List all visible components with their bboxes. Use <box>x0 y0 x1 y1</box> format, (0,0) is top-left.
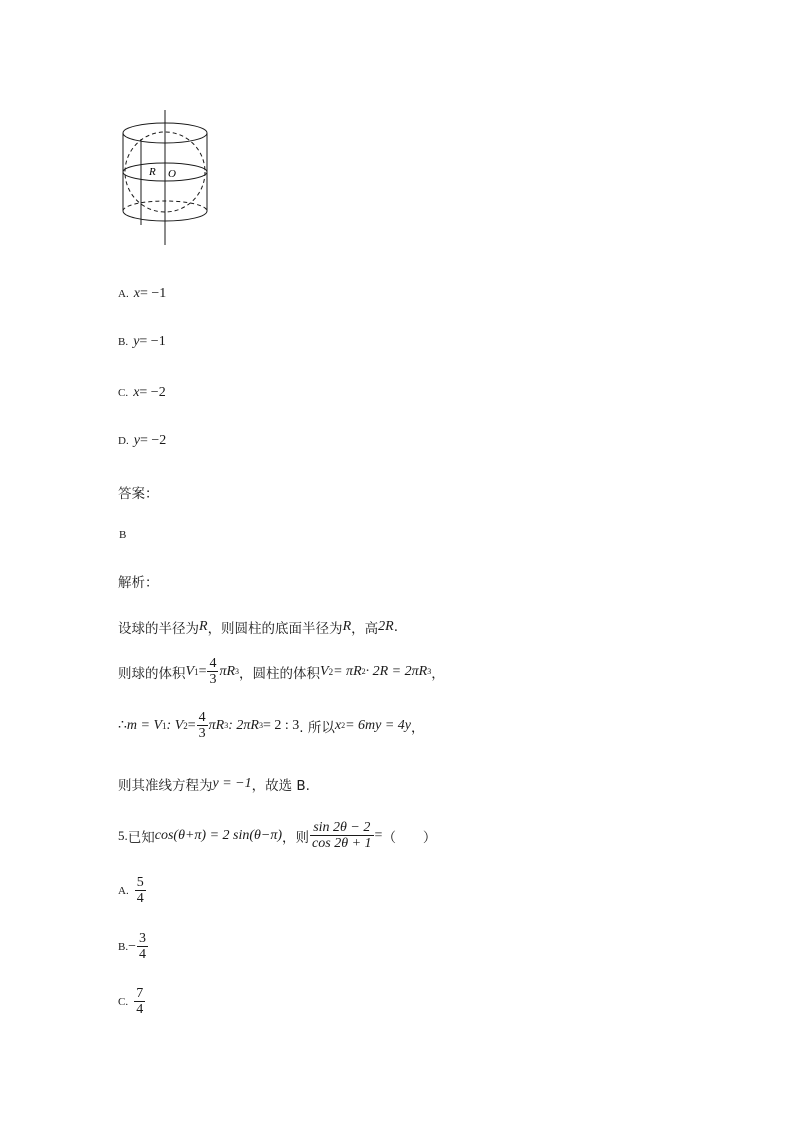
q5-option-a-fraction <box>135 875 146 906</box>
q5-fraction <box>310 820 374 851</box>
line2-cube-2: 3 <box>427 667 432 676</box>
option-d-var: y <box>133 432 141 448</box>
analysis-line-1 <box>118 617 398 637</box>
q5-option-b-letter: B. <box>118 940 129 953</box>
option-d-letter: D. <box>118 434 129 447</box>
analysis-label: 解析： <box>118 575 159 591</box>
line1-text-2: ，则圆柱的底面半径为 <box>207 621 343 637</box>
option-b-var: y <box>133 333 140 349</box>
label-o: O <box>168 168 176 180</box>
q5-option-a-num: 5 <box>136 875 144 890</box>
cylinder-sphere-figure <box>110 105 225 250</box>
line2-text-2: ，圆柱的体积 <box>239 665 321 682</box>
option-b-letter: B. <box>118 335 129 348</box>
line3-fraction <box>197 710 208 741</box>
line3-text-1: . 所以 <box>299 719 335 736</box>
q5-frac-den: cos 2θ + 1 <box>312 836 372 851</box>
line3-mid: : 2πR <box>228 717 259 733</box>
option-c[interactable] <box>118 383 166 402</box>
option-b-value: = −1 <box>139 333 166 349</box>
q5-option-a-den: 4 <box>136 891 144 906</box>
line1-var-r2: R <box>342 619 352 634</box>
q5-option-b-fraction <box>137 931 148 962</box>
q5-text-2: ，则 <box>282 829 310 846</box>
q5-text-1: 已知 <box>127 829 155 846</box>
q5-option-c-den: 4 <box>136 1002 144 1017</box>
line3-sub-2: 2 <box>183 720 188 731</box>
q5-frac-num: sin 2θ − 2 <box>310 820 374 836</box>
line3-cube: 3 <box>224 721 229 730</box>
option-c-letter: C. <box>118 386 129 399</box>
q5-blank: （ ） <box>382 829 437 846</box>
analysis-line-3 <box>118 710 425 741</box>
line3-m-eq: m = V <box>126 717 163 733</box>
line3-parabola: = 6my = 4y <box>345 717 412 733</box>
line2-frac-num: 4 <box>209 656 217 671</box>
label-r: R <box>149 166 156 178</box>
line4-directrix: y = −1 <box>212 776 252 791</box>
option-c-value: = −2 <box>139 384 166 400</box>
line4-text-1: 则其准线方程为 <box>118 778 213 794</box>
analysis-line-4 <box>118 774 310 794</box>
line3-sub-1: 1 <box>162 720 167 731</box>
q5-option-c-letter: C. <box>118 995 129 1008</box>
line3-ratio: = 2 : 3 <box>262 717 300 733</box>
q5-condition: cos(θ+π) = 2 sin(θ−π) <box>154 827 283 843</box>
q5-option-c-num: 7 <box>136 986 144 1001</box>
line3-pi-r: πR <box>208 717 225 733</box>
q5-option-b-den: 4 <box>139 947 146 962</box>
line2-v2: V <box>320 663 329 679</box>
line2-eq: = <box>198 663 207 679</box>
q5-option-b-num: 3 <box>139 931 146 946</box>
line2-v1: V <box>185 663 195 679</box>
line1-var-r: R <box>199 619 208 634</box>
line2-comma: ， <box>431 665 445 682</box>
line2-v2-sub: 2 <box>328 666 334 677</box>
line1-period: . <box>393 619 398 635</box>
option-a[interactable] <box>118 284 166 303</box>
q5-option-a-letter: A. <box>118 884 129 897</box>
q5-option-a[interactable] <box>118 875 147 906</box>
line3-comma: ， <box>411 719 425 736</box>
line2-v1-sub: 1 <box>194 666 199 677</box>
line4-text-2: ，故选 B. <box>251 778 310 794</box>
option-a-var: x <box>133 285 141 301</box>
q5-option-c-fraction <box>134 986 145 1017</box>
therefore-symbol: ∴ <box>118 718 127 733</box>
q5-eq: = <box>374 827 383 843</box>
line2-pi-r: πR <box>219 663 236 679</box>
option-d-value: = −2 <box>140 432 167 448</box>
line3-colon-v: : V <box>166 717 184 733</box>
line2-rest-2: · 2R = 2πR <box>365 663 428 679</box>
option-c-var: x <box>133 384 140 400</box>
q5-option-b-sign: − <box>128 938 136 954</box>
analysis-line-2 <box>118 656 445 687</box>
line2-rest-1: = πR <box>333 663 362 679</box>
line1-text-1: 设球的半径为 <box>118 621 199 637</box>
q5-option-c[interactable] <box>118 986 146 1017</box>
line2-cube: 3 <box>235 667 240 676</box>
line3-cube-2: 3 <box>258 721 263 730</box>
option-d[interactable] <box>118 431 166 450</box>
option-a-letter: A. <box>118 287 129 300</box>
option-a-value: = −1 <box>140 285 167 301</box>
option-b[interactable] <box>118 332 166 351</box>
line3-eq: = <box>187 717 196 733</box>
line3-frac-num: 4 <box>198 710 206 725</box>
line2-frac-den: 3 <box>209 672 217 687</box>
line3-x: x <box>334 717 342 733</box>
answer-value: B <box>119 529 127 541</box>
q5-option-b[interactable] <box>118 931 149 962</box>
answer-label: 答案： <box>118 486 159 502</box>
line2-square: 2 <box>361 667 366 676</box>
q5-number: 5. <box>118 827 128 843</box>
line1-text-3: ，高 <box>351 621 379 637</box>
line2-fraction <box>207 656 218 687</box>
line3-square: 2 <box>341 721 346 730</box>
question-5 <box>118 820 436 851</box>
line3-frac-den: 3 <box>198 726 206 741</box>
line2-text-1: 则球的体积 <box>118 665 186 682</box>
line1-var-2r: 2R <box>378 619 394 634</box>
